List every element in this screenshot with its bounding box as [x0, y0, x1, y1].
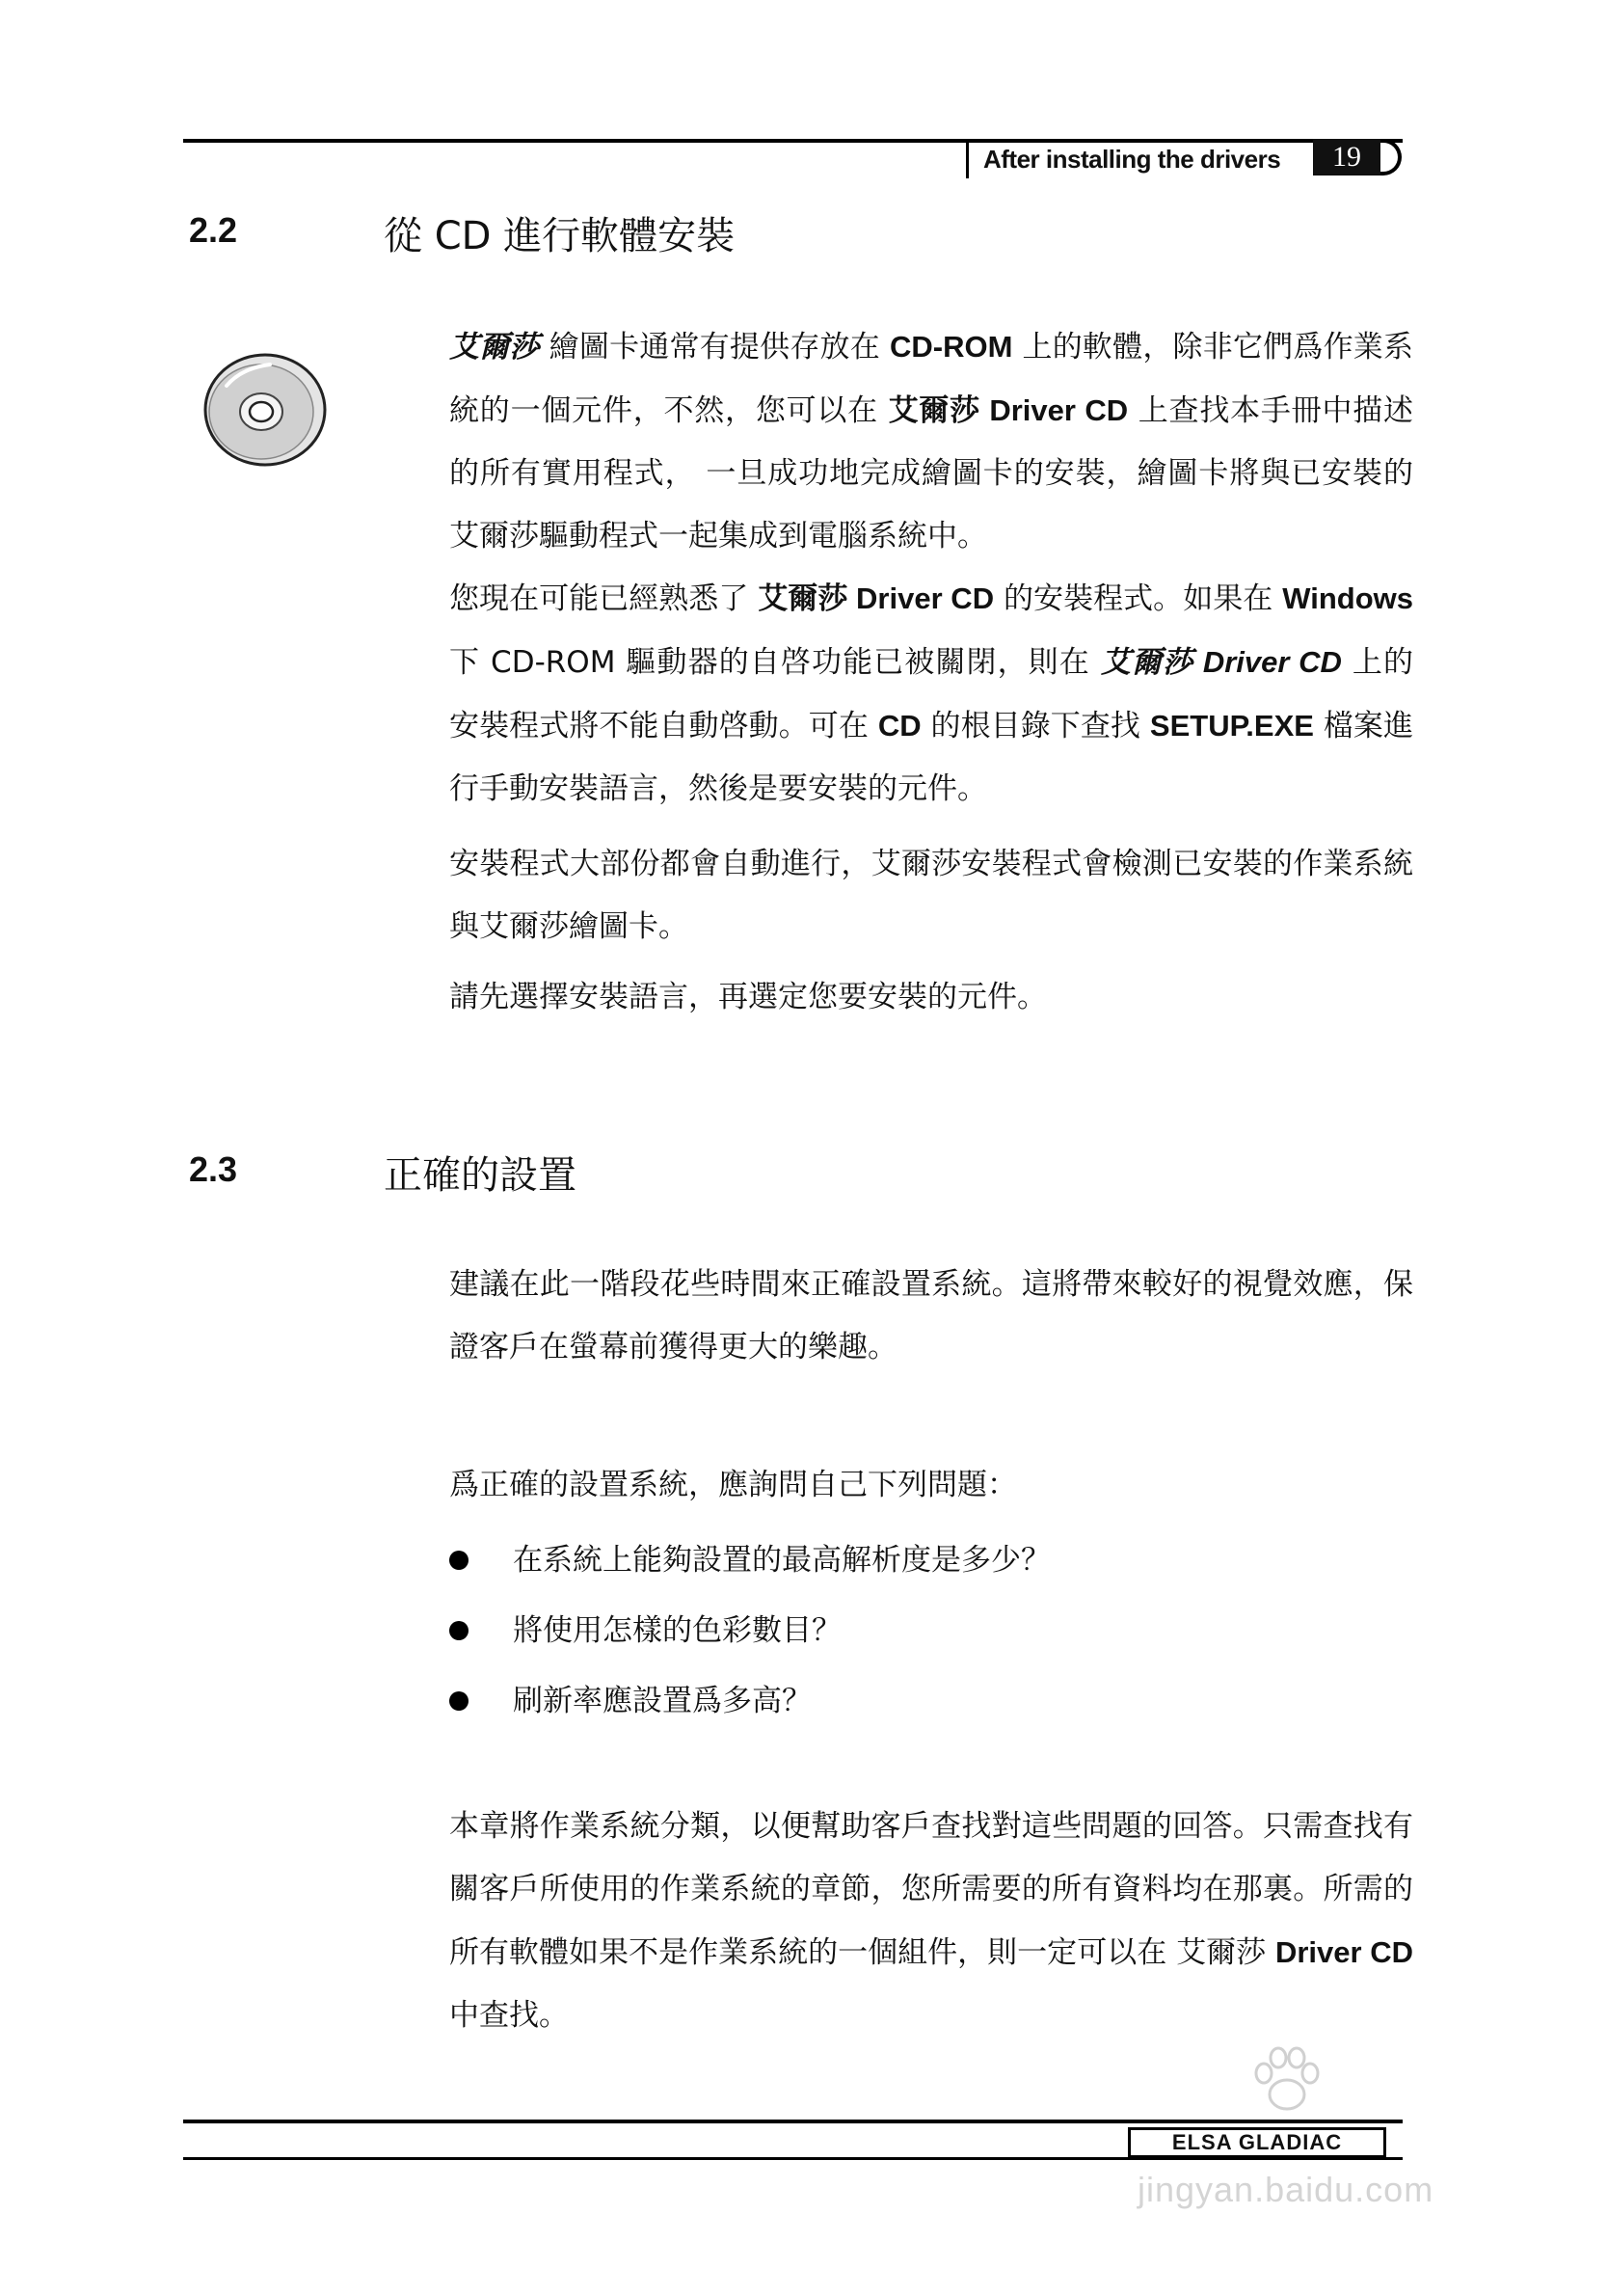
footer-rule-top — [183, 2120, 1403, 2123]
bullet-text: 將使用怎樣的色彩數目？ — [513, 1613, 842, 1648]
page-number: 19 — [1313, 139, 1380, 176]
driver-cd-term: 艾爾莎 Driver CD — [1100, 645, 1342, 679]
paragraph-questions-intro: 爲正確的設置系統，應詢問自己下列問題： — [449, 1468, 1017, 1502]
text-run: 檔案進行手動安裝語言，然後是要安裝的元件。 — [449, 709, 1413, 806]
text-run: 的根目錄下查找 — [921, 709, 1150, 743]
text-run: 的安裝程式。如果在 — [994, 581, 1283, 616]
running-header-title: After installing the drivers — [983, 145, 1281, 174]
paragraph-setup-advice: 建議在此一階段花些時間來正確設置系統。這將帶來較好的視覺效應，保證客戶在螢幕前獲得更大的樂趣。 — [449, 1267, 1413, 1364]
cd-rom-term: CD-ROM — [890, 330, 1013, 364]
header-tab-shape — [1380, 139, 1402, 176]
driver-cd-term: 艾爾莎 Driver CD — [888, 393, 1129, 427]
bullet-dot — [449, 1691, 469, 1711]
paragraph-chapter-guide — [449, 1796, 1413, 2047]
driver-cd-term: Driver CD — [1274, 1935, 1413, 1969]
paragraph-cd-software — [449, 315, 1413, 568]
bullet-text: 刷新率應設置爲多高？ — [513, 1684, 812, 1718]
text-run: 下 CD-ROM 驅動器的自啓功能已被關閉，則在 — [449, 645, 1101, 680]
paw-watermark-icon — [1248, 2044, 1326, 2117]
text-run: 中查找。 — [449, 1998, 569, 2033]
cd-term: CD — [877, 709, 922, 743]
section-number-2-3: 2.3 — [189, 1149, 238, 1189]
watermark-site-text: jingyan.baidu.com — [1138, 2170, 1434, 2209]
bullet-item — [449, 1541, 1317, 1580]
section-title-2-2: 從 CD 進行軟體安裝 — [384, 214, 736, 258]
cd-disc-icon — [198, 347, 333, 473]
paragraph-choose-language: 請先選擇安裝語言，再選定您要安裝的元件。 — [449, 980, 1047, 1014]
bullet-item — [449, 1682, 1317, 1720]
paragraph-installer — [449, 567, 1413, 821]
setup-exe-term: SETUP.EXE — [1149, 709, 1314, 743]
text-run: 上查找本手冊中描述的所有實用程式， 一旦成功地完成繪圖卡的安裝，繪圖卡將與已安裝的艾爾莎驅動程式一起集成到電腦系統中。 — [449, 393, 1414, 554]
text-run: 本章將作業系統分類，以便幫助客戶查找對這些問題的回答。只需查找有關客戶所使用的作業系統的章節，您所需要的所有資料均在那裏。所需的所有軟體如果不是作業系統的一個組件，則一定可以在 艾爾莎 — [449, 1809, 1413, 1970]
text-run: 繪圖卡通常有提供存放在 — [539, 330, 891, 365]
brand-name: 艾爾莎 — [449, 330, 540, 364]
bullet-dot — [449, 1621, 469, 1640]
windows-term: Windows — [1282, 581, 1413, 615]
header-separator — [966, 139, 969, 178]
footer-brand-logo: ELSA GLADIAC — [1128, 2127, 1386, 2158]
bullet-text: 在系統上能夠設置的最高解析度是多少？ — [513, 1543, 1051, 1578]
text-run: 上的安裝程式將不能自動啓動。可在 — [449, 645, 1414, 743]
text-run: 您現在可能已經熟悉了 — [449, 581, 759, 616]
text-run: 上的軟體，除非它們爲作業系統的一個元件，不然，您可以在 — [449, 330, 1413, 428]
bullet-item — [449, 1611, 1317, 1650]
bullet-dot — [449, 1551, 469, 1570]
section-title-2-3: 正確的設置 — [384, 1153, 576, 1198]
section-number-2-2: 2.2 — [189, 210, 238, 250]
driver-cd-term: 艾爾莎 Driver CD — [758, 581, 995, 615]
paragraph-auto-install: 安裝程式大部份都會自動進行，艾爾莎安裝程式會檢測已安裝的作業系統與艾爾莎繪圖卡。 — [449, 847, 1413, 944]
